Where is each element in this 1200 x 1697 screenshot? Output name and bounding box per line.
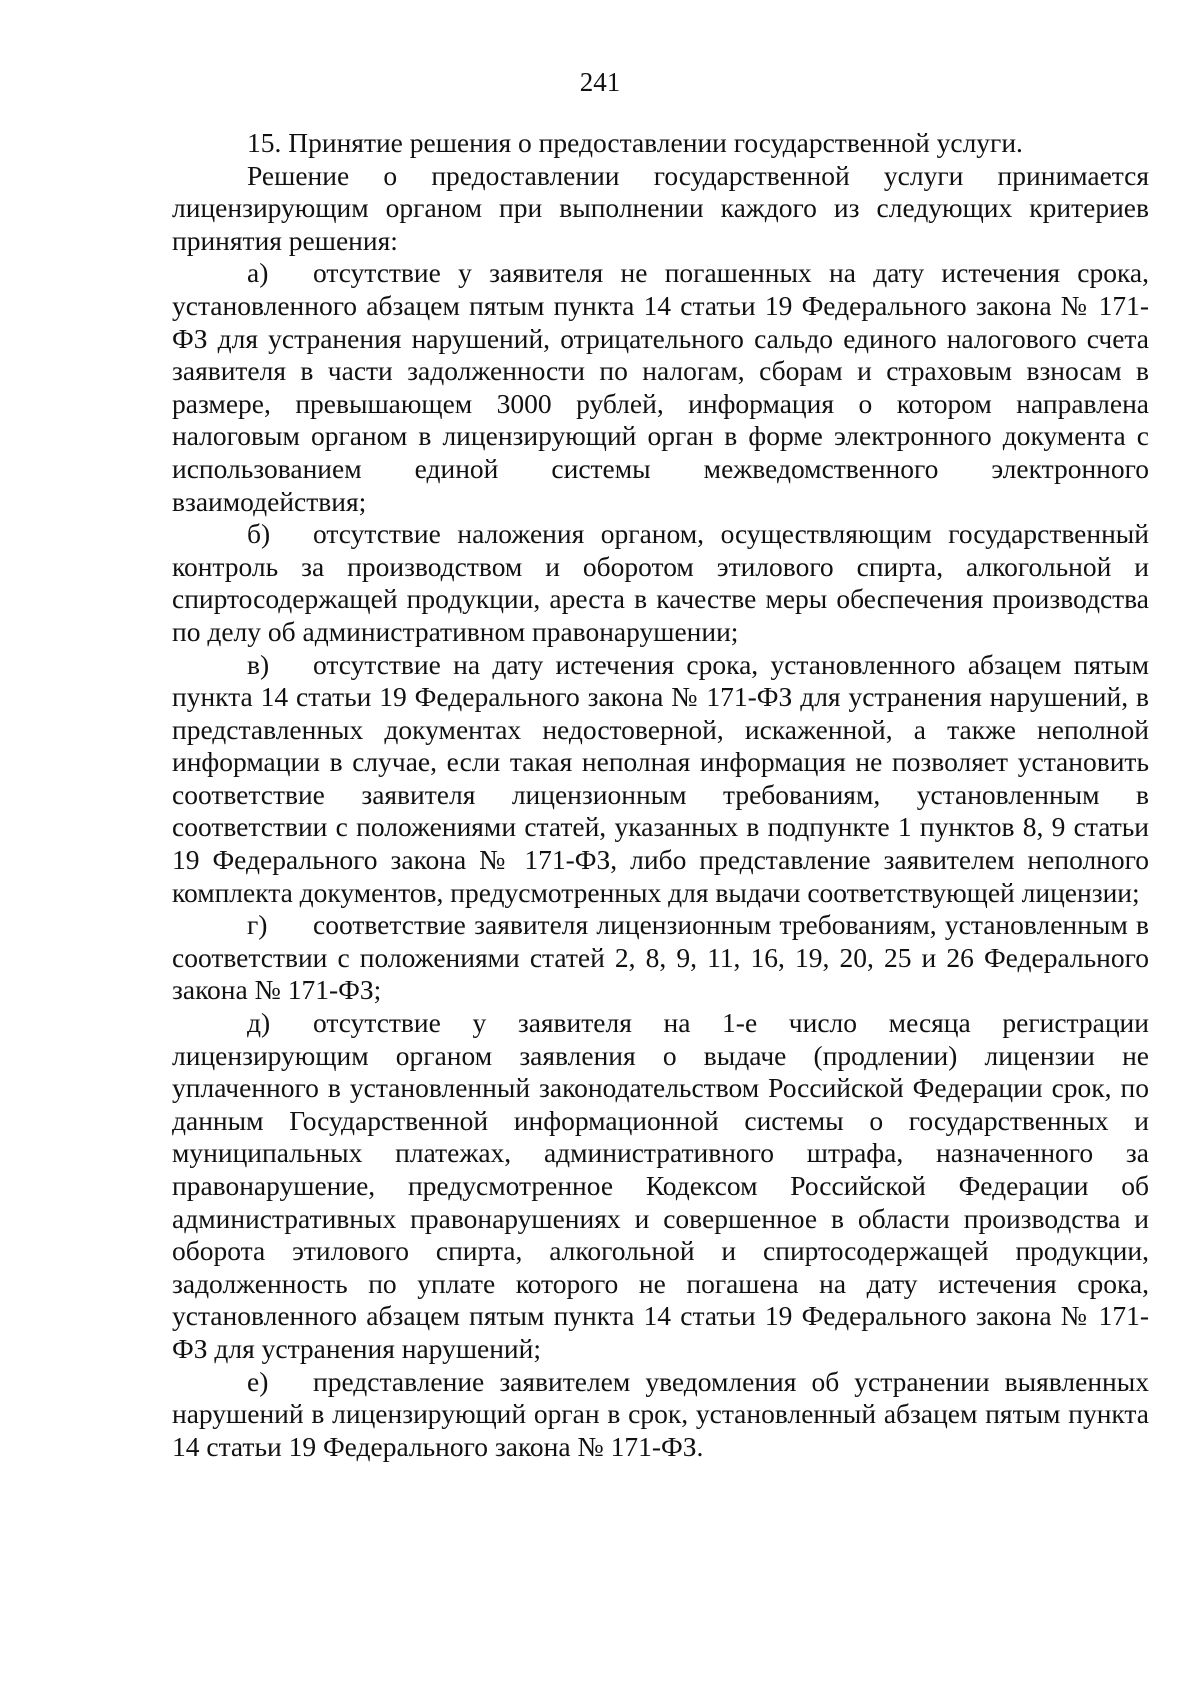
criterion-b bbox=[172, 518, 1149, 648]
criterion-text: представление заявителем уведомления об устранении выявленных нарушений в лицензирующий орган в срок, установленный абзацем пятым пункта 14 статьи 19 Федерального закона № 171-ФЗ. bbox=[172, 1365, 1149, 1462]
criterion-marker: в) bbox=[247, 648, 270, 680]
criterion-text: отсутствие у заявителя на 1-е число месяца регистрации лицензирующим органом заявления о выдаче (продлении) лицензии не уплаченного в установленный законодательством Российской Федерации срок, по данным Государственной информационной системы о государственных и муниципальных платежах, административного штрафа, назначенного за правонарушение, предусмотренное Кодексом Российской Федерации об административных правонарушениях и совершенное в области производства и оборота этилового спирта, алкогольной и спиртосодержащей продукции, задолженность по уплате которого не погашена на дату истечения срока, установленного абзацем пятым пункта 14 статьи 19 Федерального закона № 171-ФЗ для устранения нарушений; bbox=[172, 1007, 1149, 1364]
criterion-text: отсутствие наложения органом, осуществляющим государственный контроль за производством и оборотом этилового спирта, алкогольной и спиртосодержащей продукции, ареста в качестве меры обеспечения производства по делу об административном правонарушении; bbox=[172, 518, 1149, 647]
criterion-text: соответствие заявителя лицензионным требованиям, установленным в соответствии с положениями статей 2, 8, 9, 11, 16, 19, 20, 25 и 26 Федерального закона № 171-ФЗ; bbox=[172, 909, 1149, 1006]
document-body bbox=[172, 127, 1149, 1463]
page-number: 241 bbox=[579, 67, 621, 97]
section-heading: 15. Принятие решения о предоставлении государственной услуги. bbox=[247, 127, 1023, 158]
criterion-text: отсутствие у заявителя не погашенных на дату истечения срока, установленного абзацем пятым пункта 14 статьи 19 Федерального закона № 171-ФЗ для устранения нарушений, отрицательного сальдо единого налогового счета заявителя в части задолженности по налогам, сборам и страховым взносам в размере, превышающем 3000 рублей, информация о котором направлена налоговым органом в лицензирующий орган в форме электронного документа с использованием единой системы межведомственного электронного взаимодействия; bbox=[172, 257, 1149, 517]
criterion-d bbox=[172, 1007, 1149, 1366]
criterion-g bbox=[172, 909, 1149, 1007]
criterion-e bbox=[172, 1366, 1149, 1464]
criterion-marker: б) bbox=[247, 518, 271, 550]
intro-paragraph: Решение о предоставлении государственной услуги принимается лицензирующим органом при выполнении каждого из следующих критериев принятия решения: bbox=[172, 159, 1149, 256]
criterion-marker: г) bbox=[247, 909, 268, 941]
criterion-marker: д) bbox=[247, 1007, 271, 1039]
criterion-text: отсутствие на дату истечения срока, установленного абзацем пятым пункта 14 статьи 19 Федерального закона № 171-ФЗ для устранения нарушений, в представленных документах недостоверной, искаженной, а также неполной информации в случае, если такая неполная информация не позволяет установить соответствие заявителя лицензионным требованиям, установленным в соответствии с положениями статей, указанных в подпункте 1 пунктов 8, 9 статьи 19 Федерального закона № 171-ФЗ, либо представление заявителем неполного комплекта документов, предусмотренных для выдачи соответствующей лицензии; bbox=[172, 648, 1149, 908]
criterion-marker: е) bbox=[247, 1365, 269, 1397]
criterion-marker: а) bbox=[247, 257, 269, 289]
criterion-a bbox=[172, 257, 1149, 518]
criterion-v bbox=[172, 649, 1149, 910]
